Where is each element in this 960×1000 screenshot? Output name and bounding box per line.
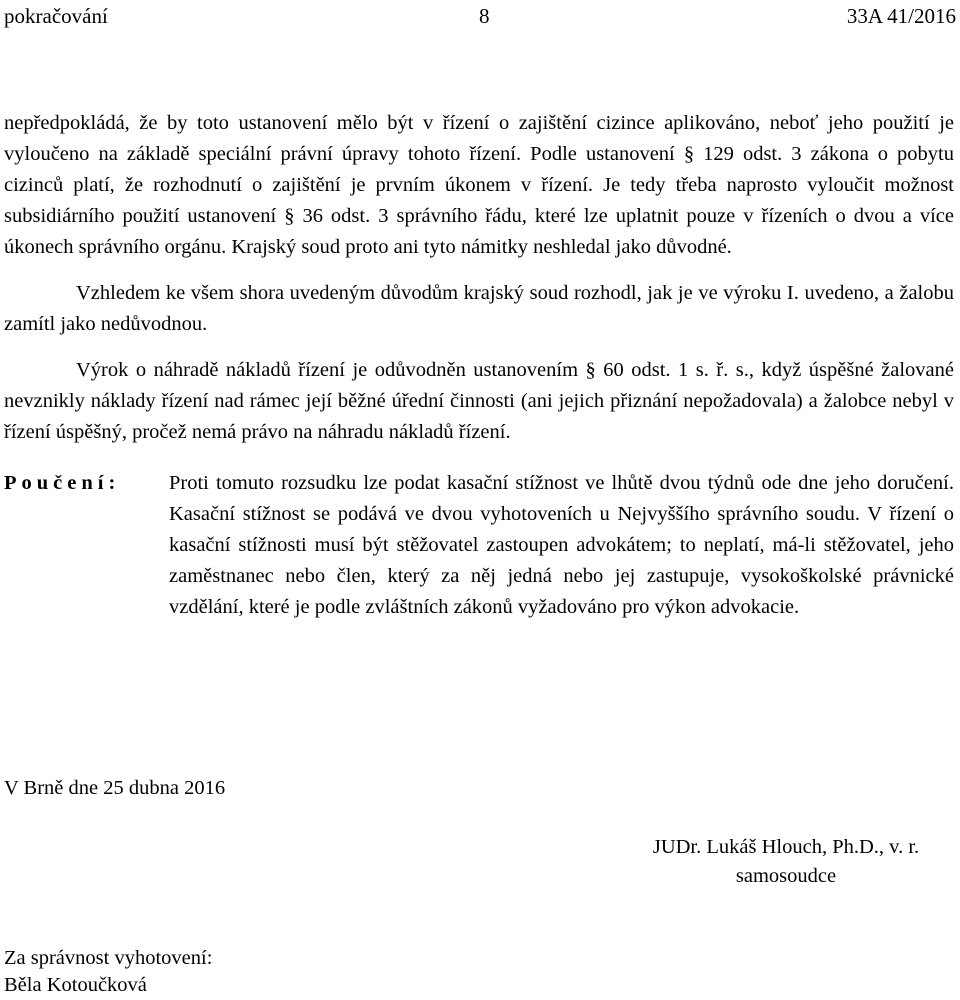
paragraph-decision: Vzhledem ke všem shora uvedeným důvodům krajský soud rozhodl, jak je ve výroku I. uvedeno, a žalobu zamítl jako nedůvodnou. [4, 282, 954, 335]
judge-name: JUDr. Lukáš Hlouch, Ph.D., v. r. [652, 836, 920, 858]
legal-instruction-label: Poučení: [4, 472, 121, 494]
header-continuation-label: pokračování [4, 4, 108, 28]
paragraph-reasoning: nepředpokládá, že by toto ustanovení mělo být v řízení o zajištění cizince aplikováno, neboť jeho použití je vyloučeno na základě speciální právní úpravy tohoto řízení. Podle ustanovení § 129 odst. 3 zákona o pobytu cizinců platí, že rozhodnutí o zajištění je prvním úkonem v řízení. Je tedy třeba naprosto vyloučit možnost subsidiárního použití ustanovení § 36 odst. 3 správního řádu, které lze uplatnit pouze v řízeních o dvou a více úkonech správního orgánu. Krajský soud proto ani tyto námitky neshledal jako důvodné. [4, 112, 954, 258]
legal-instruction-text: Proti tomuto rozsudku lze podat kasační stížnost ve lhůtě dvou týdnů ode dne jeho doručení. Kasační stížnost se podává ve dvou vyhotoveních u Nejvyššího správního soudu. V řízení o kasační stížnosti musí být stěžovatel zastoupen advokátem; to neplatí, má-li stěžovatel, jeho zaměstnanec nebo člen, který za něj jedná nebo jej zastupuje, vysokoškolské právnické vzdělání, které je podle zvláštních zákonů vyžadováno pro výkon advokacie. [169, 472, 954, 618]
paragraph-costs: Výrok o náhradě nákladů řízení je odůvodněn ustanovením § 60 odst. 1 s. ř. s., když úspěšné žalované nevznikly náklady řízení nad rámec její běžné úřední činnosti (ani jejich přiznání nepožadovala) a žalobce nebyl v řízení úspěšný, pročež nemá právo na náhradu nákladů řízení. [4, 359, 954, 443]
page-header [4, 4, 956, 30]
certifier-name: Běla Kotoučková [4, 974, 147, 996]
date-line: V Brně dne 25 dubna 2016 [4, 777, 226, 799]
case-number: 33A 41/2016 [846, 4, 956, 28]
document-body [4, 108, 954, 623]
certification-label: Za správnost vyhotovení: [4, 947, 213, 969]
signature-block [618, 833, 954, 891]
legal-instruction [4, 468, 954, 623]
certification-block [4, 945, 212, 999]
page-number: 8 [479, 4, 490, 28]
judge-role: samosoudce [735, 865, 837, 887]
